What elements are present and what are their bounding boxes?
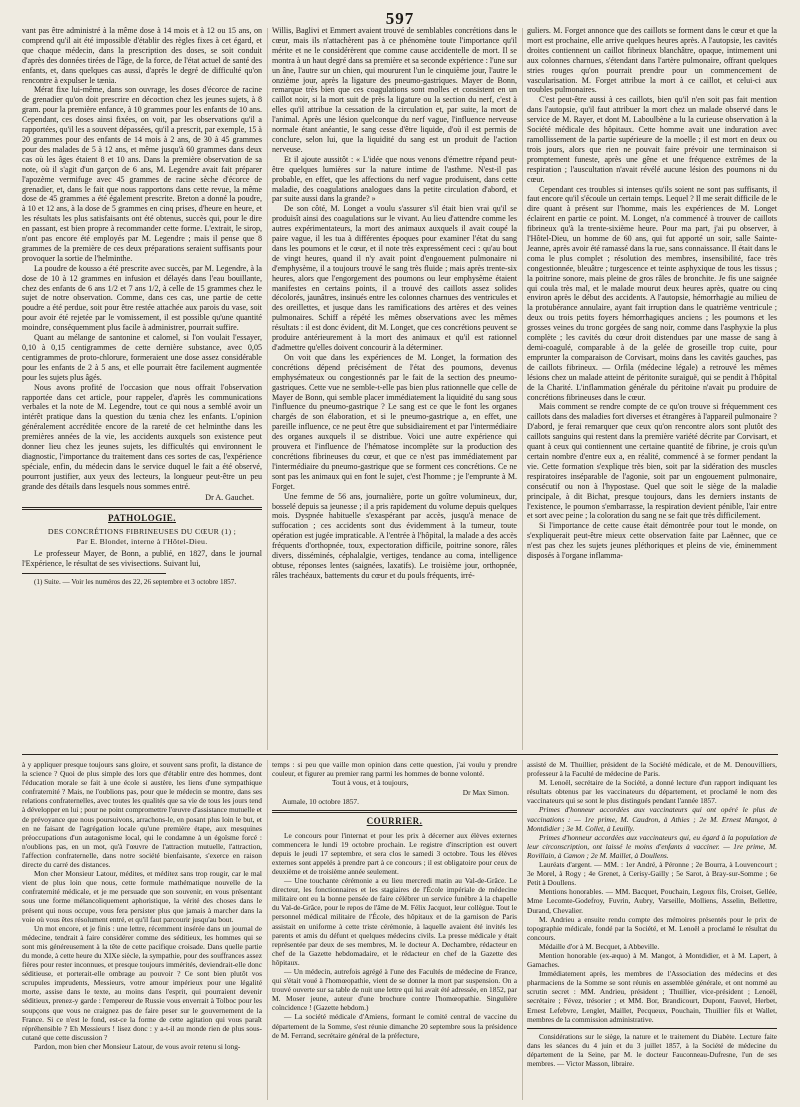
paragraph: On voit que dans les expériences de M. Longet, la formation des concrétions dépend précisément de l'état des poumons, devenus emphysémateux ou congestionnés par le fait de la section des pneumo-gastriques. Cette vue ne semble-t-elle pas bien plus rationnelle que celle de Mayer de Bonn, qui semble placer immédiatement la liquidité du sang sous l'influence du pneumo-gastrique ? Le sang est ce que le font les organes chargés de son élaboration, et si le pneumo-gastrique a, en effet, une pareille influence, ce ne peut être que subsidiairement et par l'intermédiaire des organes auxquels il se distribue. Voici une autre expérience qui prouvera et l'influence de l'hématose incomplète sur la production des concrétions fibrineuses du cœur, et que ce n'est pas immédiatement par l'intermédiaire du pneumo-gastrique que se forment ces concrétions. Ce ne sont pas les animaux qui en font le sujet, c'est l'homme ; je l'emprunte à M. Forget. <box>272 352 517 491</box>
article-byline: Par E. Blondet, interne à l'Hôtel-Dieu. <box>76 537 208 547</box>
section-heading: PATHOLOGIE. <box>108 512 176 523</box>
paragraph: Mention honorable (ex-æquo) à M. Mangot, à Montdidier, et à M. Lapert, à Gamaches. <box>527 950 777 970</box>
top-column-1 <box>22 26 262 750</box>
paragraph: Tout à vous, et à toujours, <box>332 778 409 788</box>
paragraph: vant pas être administré à la même dose à 14 mois et à 12 ou 15 ans, on comprend qu'il ait été impossible d'établir des règles fixes à cet égard, et que chaque médecin, dans la prescription des doses, se soit conduit d'après des données tirées de l'âge, de la force, de l'état actuel de santé des enfants, et, dans quelques cas aussi, d'après le degré de difficulté qu'on rencontre à expulser le tænia. <box>22 26 262 85</box>
paragraph: Un mot encore, et je finis : une lettre, récemment insérée dans un journal de médecine, tendrait à faire considérer comme des séditieux, les hommes qui se sont mis généreusement à la tête de cette pacifique croisade. Dans quelle partie du monde, à cette heure du XIXe siècle, la sympathie, pour des souffrances assez fières pour rester inconnues, et presque toujours immérités, deviendrait-elle donc séditieuse, et porterait-elle ombrage au pouvoir ? Ce sont bien plutôt vos scrupules imprudents, Messieurs, votre amour impérieux pour une légalité morte, assise dans le texte, au moins dans l'esprit, qui pourraient devenir séditieux, prenez-y garde : l'empereur de Russie vous enverrait à Tolboc pour les soupçons que vous ne craignez pas de faire peser sur le gouvernement de la France. Si ce n'est le fond, est-ce la forme de cette agitation qui vous paraît répréhensible ? Eh Messieurs ! lisez donc : y a-t-il au monde rien de plus sous-cutané que cette discussion ? <box>22 923 262 1042</box>
paragraph: Médaille d'or à M. Becquet, à Abbeville. <box>539 941 660 951</box>
paragraph: Et il ajoute aussitôt : « L'idée que nous venons d'émettre répand peut-être quelques lumières sur la nature intime de l'asthme. N'est-il pas probable, en effet, que les affections du nerf vague produisent, dans cette maladie, des coagulations analogues dans la petite circulation d'abord, et par suite aussi dans la grande? » <box>272 154 517 204</box>
page-fold-divider <box>22 754 778 755</box>
paragraph: — La société médicale d'Amiens, formant le comité central de vaccine du département de la Somme, s'est réunie dimanche 20 septembre sous la présidence de M. Ferrand, secrétaire général de la préfecture, <box>272 1012 517 1040</box>
paragraph: Quant au mélange de santonine et calomel, si l'on voulait l'essayer, 0,10 à 0,15 centigrammes de cette dernière substance, avec 0,05 centigrammes de proto-chlorure, formeraient une dose assez considérable pour les enfants de 2 à 5 ans, et elle pourrait être facilement augmentée pour les sujets plus âgés. <box>22 333 262 382</box>
paragraph: Willis, Baglivi et Emmert avaient trouvé de semblables concrétions dans le cœur, mais ils n'attachèrent pas à ce phénomène toute l'importance qu'il mérite et ne le considérèrent que comme cause accidentelle de mort. Il se montra à un haut degré dans sa première et sa seconde expérience : l'une sur un âne, l'autre sur un chien, qui moururent l'un le cinquième jour, l'autre le onzième jour, après la ligature des pneumo-gastriques. Mayer de Bonn, remarque très bien que ces coagulations sont molles et consistent en un caillot noir, si la mort suit de près la ligature ou la section du nerf, c'est à elles qu'il attribue la cessation de la circulation et, par suite, la mort de l'animal. Après une lésion quelconque du nerf vague, l'influence nerveuse normale étant anéantie, le sang cesse d'être liquide, d'où il est permis de conclure, selon lui, que la liquidité du sang est un produit de l'action nerveuse. <box>272 26 517 154</box>
section-divider <box>22 507 262 510</box>
author-signature: Dr A. Gauchet. <box>205 492 254 502</box>
paragraph: assisté de M. Thuillier, président de la Société médicale, et de M. Denouvilliers, professeur à la Faculté de médecine de Paris. <box>527 760 777 779</box>
paragraph: Primes d'honneur accordées aux vaccinateurs qui ont opéré le plus de vaccinations : — 1re prime, M. Caudron, à Athies ; 2e M. Ernest Mangot, à Montdidier ; 3e M. Collet, à Leuilly. <box>527 805 777 833</box>
paragraph: M. Lenoël, secrétaire de la Société, a donné lecture d'un rapport indiquant les résultats obtenus par les vaccinateurs du département, et proclamé le nom des vaccinateurs qui se sont le plus distingués pendant l'année 1857. <box>527 778 777 806</box>
footnote-divider <box>22 573 166 574</box>
column-separator <box>267 28 268 750</box>
paragraph: Mérat fixe lui-même, dans son ouvrage, les doses d'écorce de racine de grenadier qu'on doit prescrire en décoction chez les jeunes sujets, à 8 gram. pour la première enfance, à 10 grammes pour les enfants de 10 ans. Cependant, ces doses ainsi fixées, on voit, par les observations qu'il a rapportées, qu'il les a souvent dépassées, qu'il a prescrit, par exemple, 15 à 20 grammes pour des enfants de 14 mois à 2 ans, de 30 à 45 grammes pour des malades de 5 à 12 ans, et même jusqu'à 60 grammes dans deux cas où les âges étaient 8 et 10 ans. Dans la première observation de sa note, où il s'agit d'un garçon de 6 ans, M. Legendre avait fait préparer l'apozème vermifuge avec 45 grammes de racine sèche d'écorce de grenadier, et, dans le fait que nous rapportons dans cette revue, la même dose de 45 grammes a été également prescrite. Breton a donné la poudre, à 10 et 12 ans, à la dose de 5 grammes en cinq prises, d'heure en heure, et les résultats les plus satisfaisants ont été obtenus, succès qui, pour le dire en passant, est bien propre à recommander cette forme. L'extrait, le sirop, n'ont pas encore été employés par M. Legendre ; mais il pense que 8 grammes de la première de ces deux préparations seraient suffisants pour provoquer la sortie de l'helminthe. <box>22 85 262 263</box>
paragraph: Immédiatement après, les membres de l'Association des médecins et des pharmaciens de la Somme se sont réunis en assemblée générale, et ont nommé au scrutin secret : MM. Andrieu, président ; Thuillier, vice-président ; Lenoël, secrétaire ; Févez, trésorier ; et MM. Bor, Brandicourt, Dupont, Fauvel, Herbet, Ernest Lefebvre, Lenglet, Maillet, Pecqueux, Pouchain, Thuillier fils et Wallet, membres de la commission administrative. <box>527 969 777 1024</box>
bottom-column-1 <box>22 760 262 1100</box>
footnote: (1) Suite. — Voir les numéros des 22, 26 septembre et 3 octobre 1857. <box>34 578 237 587</box>
paragraph: De son côté, M. Longet a voulu s'assurer s'il était bien vrai qu'il se produisît ainsi des coagulations sur le vivant. Au lieu d'attendre comme les autres expérimentateurs, la mort des animaux auxquels il avait coupé la paire vague, il les tua à différentes époques pour examiner l'état du sang dans les poumons et le cœur, et il note très expressément ceci : qu'au bout de vingt heures, quand il n'y avait point d'engouement pulmonaire ni d'emphysème, il a toujours trouvé le sang très fluide ; mais après trente-six heures, alors que l'engorgement des poumons ou leur emphysème étaient manifestes en certains points, il a trouvé des caillots assez solides décolorés, jaunâtres, insinués entre les colonnes charnues des ventricules et des oreillettes, et jusque dans les ramifications des artères et des veines pulmonaires. Schiff a répété les mêmes observations avec les mêmes résultats : il est donc évident, dit M. Longet, que ces concrétions peuvent se produire antérieurement à la mort des animaux et qu'il est rationnel d'admettre qu'elles doivent concourir à la déterminer. <box>272 204 517 352</box>
notice-divider <box>527 1028 777 1029</box>
author-signature: Dr Max Simon. <box>462 788 509 798</box>
bottom-column-3 <box>527 760 777 1100</box>
paragraph: Primes d'honneur accordées aux vaccinateurs qui, eu égard à la population de leur circonscription, ont laissé le moins d'enfants à vacciner. — 1re prime, M. Rovillain, à Camon ; 2e M. Maillet, à Doullens. <box>527 832 777 860</box>
paragraph: Cependant ces troubles si intenses qu'ils soient ne sont pas suffisants, il faut encore qu'il s'écoule un certain temps. Lequel ? Il me serait difficile de le dire quant à présent sur l'homme, mais les expériences de M. Longet éclairent en partie ce point. M. Longet, n'a commencé à trouver de caillots fibrineux qu'à la trente-sixième heure. Pour ma part, j'ai pu observer, à l'Hôtel-Dieu, un homme de 60 ans, qui fut apporté un soir, salle Sainte-Jeanne, après avoir été ramassé dans la rue, sans connaissance. Il était dans le coma le plus complet ; résolution des membres, insensibilité, face très congestionnée, bleuâtre ; turgescence et teinte asphyxique de tous les tissus ; la poitrine sonore, mais pleine de gros râles de bronchite. Je fis une saignée qui coula très mal, et le malade mourut deux heures après, quatre ou cinq environ après le début des accidents. A l'autopsie, hémorrhagie au milieu de la protubérance annulaire, ayant fait irruption dans le quatrième ventricule ; deux ou trois petits foyers hémorrhagiques anciens ; les poumons et les grosses veines du tronc gorgées de sang noir, comme dans l'asphyxie la plus complète ; les cavités du cœur droit distendues par une masse de sang à demi-coagulé, comparable à de la gelée de groseille trop cuite, pour emprunter la comparaison de Corvisart, moins dans les cavités gauches, pas de caillots fibrineux. — Orfila (médecine légale) a retrouvé les mêmes lésions chez un malade atteint de péritonite suraiguë, qui se pendit à l'hôpital de la Charité. L'inflammation générale du péritoine n'avait pu produire de concrétions fibrineuses dans le cœur. <box>527 184 777 402</box>
paragraph: à y appliquer presque toujours sans gloire, et souvent sans profit, la distance de la science ? Quoi de plus simple des lors que d'établir entre des hommes, dont l'éducation morale se fait à une école si austère, les liens d'une sympathique confraternité ? Mais, ne l'oublions pas, pour que le médecin se montre, dans ses relations confraternelles, avec toutes les qualités que sa vie de tous les jours tend à développer en lui ; pour ne point compromettre l'œuvre d'assistance mutuelle et de prévoyance que nous poursuivons, arrachons-le, en posant plus loin le but, et en ne faisant de l'agrégation locale qu'une première étape, aux mesquines préoccupations d'un autagonisme local, qui le condamne à un égoïsme forcé : n'oublions pas, en un mot, qu'à l'œuvre de l'attraction mutuelle, l'attraction, l'affection confraternelle, dans notre société bienfaisante, s'exerce en raison directe du carré des distances. <box>22 760 262 870</box>
section-divider <box>272 810 517 813</box>
top-column-3 <box>527 26 777 750</box>
bottom-column-2 <box>272 760 517 1100</box>
paragraph: Le professeur Mayer, de Bonn, a publié, en 1827, dans le journal l'Expérience, le résultat de ses vivisections. Suivant lui, <box>22 549 262 569</box>
paragraph: Le concours pour l'internat et pour les prix à décerner aux élèves externes commencera le lundi 19 octobre prochain. Le registre d'inscription est ouvert depuis le jeudi 17 septembre, et sera clos le samedi 3 octobre. Tous les élèves externes sont appelés à prendre part à ce concours ; il est obligatoire pour ceux de deuxième et de troisième année seulement. <box>272 830 517 876</box>
column-separator <box>267 760 268 1100</box>
paragraph: Si l'importance de cette cause était démontrée pour tout le monde, on s'expliquerait peut-être mieux cette observation faite par Laënnec, que ce n'est pas chez les sujets jeunes pléthoriques et pleins de vie, éminemment disposés à l'organe inflamma- <box>527 521 777 561</box>
paragraph: Une femme de 56 ans, journalière, porte un goître volumineux, dur, bosselé depuis sa jeunesse ; il a pris rapidement du volume depuis quelques mois. Dyspnée habituelle s'exaspérant par accès, jusqu'à menace de suffocation ; ces accidents sont dus évidemment à la tumeur, toute opération est jugée impraticable. A l'entrée à l'hôpital, la malade a des accès fréquents d'orthopnée, toux, expectoration difficile, poitrine sonore, râles divers, disséminés, céphalalgie, vertiges, tendance au coma, intelligence obtuse, réponses lentes (saignées, laxatifs). Le troisième jour, orthopnée, râles trachéaux, battements du cœur et du pouls fréquents, irré- <box>272 491 517 580</box>
column-separator <box>522 760 523 1100</box>
article-title-text: DES CONCRÉTIONS FIBRINEUSES DU CŒUR (1) ; <box>47 527 237 537</box>
paragraph: C'est peut-être aussi à ces caillots, bien qu'il n'en soit pas fait mention dans l'autopsie, qu'il faut attribuer la mort chez un malade observé dans le service de M. Rayer, et dont M. Laboulbène a lu la curieuse observation à la Société médicale des hôpitaux. Cette homme avait une induration avec ramollissement de la partie supérieure de la moelle ; il est mort en deux ou trois jours, alors que rien ne pouvait faire prévoir une terminaison si promptement funeste, après une gêne et une fréquence extrêmes de la respiration ; l'auscultation n'avait révélé aucune lésion des poumons ni du cœur. <box>527 95 777 184</box>
article-title <box>22 527 262 547</box>
book-notice: Considérations sur le siège, la nature et le traitement du Diabète. Lecture faite dans les séances du 4 juin et du 3 juillet 1857, à la Société de médecine du département de la Seine, par M. le docteur Fauconneau-Dufresne, l'un de ses membres. — Victor Masson, libraire. <box>527 1032 777 1068</box>
paragraph: Lauréats d'argent. — MM. : 1er André, à Péronne ; 2e Bourra, à Louvencourt ; 3e Morel, à Rogy ; 4e Grenet, à Cerisy-Gailly ; 5e Sarot, à Bray-sur-Somme ; 6e Petit à Doullens. <box>527 860 777 888</box>
column-separator <box>522 28 523 750</box>
paragraph: — Une touchante cérémonie a eu lieu mercredi matin au Val-de-Grâce. Le directeur, les fonctionnaires et les stagiaires de l'École impériale de médecine militaire ont eu la bonne pensée de faire célébrer un service funèbre à la chapelle du Val-de-Grâce, pour le repos de l'âme de M. Félix Jacquot, leur collègue. Tout le personnel médical militaire de l'École, des hôpitaux et de la garnison de Paris assistait en uniforme à cette triste cérémonie, à laquelle avaient été invités les parents et amis du défunt et quelques médecins civils. La presse médicale y était représentée par deux de ses membres, M. le docteur A. Dechambre, rédacteur en chef de la Gazette hebdomadaire, et le rédacteur en chef de la Gazette des hôpitaux. <box>272 876 517 967</box>
place-date: Aumale, 10 octobre 1857. <box>282 797 359 807</box>
top-column-2 <box>272 26 517 750</box>
paragraph: — Un médecin, autrefois agrégé à l'une des Facultés de médecine de France, qui s'était voué à l'homœopathie, vient de se donner la mort par suspension. On a trouvé ouverte sur sa table de nuit une lettre qui lui avait été adressée, en 1852, par M. Moser jeune, auteur d'une brochure contre l'homœopathie. Singulière coïncidence ! (Gazette hebdom.) <box>272 966 517 1013</box>
paragraph: Nous avons profité de l'occasion que nous offrait l'observation rapportée dans cet article, pour rappeler, d'après les communications verbales et la note de M. Legendre, tout ce qui nous a semblé avoir un intérêt pratique dans la question du tænia chez les enfants. L'opinion généralement accréditée encore de la rareté de cet helminthe dans les premières années de la vie, les accidents auxquels son existence peut donner lieu chez les jeunes sujets, les difficultés qui environnent le diagnostic, l'importance du traitement dans ces sortes de cas, l'expérience spéciale, enfin, du médecin dans le service duquel le fait a été observé, pourront justifier, aux yeux des lecteurs, la longueur peut-être un peu grande des détails dans lesquels nous sommes entré. <box>22 382 262 491</box>
paragraph: M. Andrieu a ensuite rendu compte des mémoires présentés pour le prix de topographie médicale, fondé par la Société, et M. Lenoël a proclamé le résultat du concours. <box>527 914 777 942</box>
paragraph: guliers. M. Forget annonce que des caillots se forment dans le cœur et que la mort est prochaine, elle arrive quelques heures après. A l'autopsie, les cavités droites contiennent un caillot fibrineux blanchâtre, opaque, intimement uni aux colonnes charnues, s'étendant dans l'artère pulmonaire, offrant quelques stries rouges qu'on pourrait prendre pour un commencement de vascularisation. M. Forget attribue la mort à ce caillot, et celui-ci aux troubles pulmonaires. <box>527 26 777 95</box>
page-number: 597 <box>385 9 415 28</box>
paragraph: Mentions honorables. — MM. Bacquet, Pouchain, Legoux fils, Croiset, Gellée, Mme Lecomte-Godefroy, Fuvrin, Aubry, Varseille, Molliens, Asselin, Bellettre, Durand, Chevalier. <box>527 887 777 915</box>
paragraph: La poudre de kousso a été prescrite avec succès, par M. Legendre, à la dose de 10 à 12 grammes en infusion et délayés dans l'eau bouillante, chez des enfants de 6 ans 1/2 et 7 ans 1/2, à celle de 15 grammes chez le sujet de notre observation. Comme, dans ces cas, une partie de cette poudre a été perdue, soit pour être restée attachée aux parois du vase, soit pour avoir été rejetée par le vomissement, il est possible qu'une quantité moindre, conséquemment plus facile à administrer, pourrait suffire. <box>22 263 262 333</box>
paragraph: Pardon, mon bien cher Monsieur Latour, de vous avoir retenu si long- <box>34 1041 241 1051</box>
paragraph: temps : si peu que vaille mon opinion dans cette question, j'ai voulu y prendre couleur, et figurer au premier rang parmi les hommes de bonne volonté. <box>272 760 517 779</box>
section-heading: COURRIER. <box>366 816 423 827</box>
paragraph: Mon cher Monsieur Latour, médites, et méditez sans trop rougir, car le mal vient de plus loin que nous, cette formule mathématique nouvelle de la confraternité médicale, et je me persuade que son souvenir, en vous présentant sous une forme mélancoliquement aphoristique, la vérité des choses dans le présent qui nous occupe, vous fera persister plus que jamais à marcher dans la voie où vous êtes résolument entré, et qu'il faut parcourir jusqu'au bout. <box>22 869 262 924</box>
paragraph: Mais comment se rendre compte de ce qu'on trouve si fréquemment ces caillots dans des maladies fort diverses et étrangères à l'appareil pulmonaire ? D'abord, je ferai remarquer que ceux qu'on rencontre alors sont plutôt des caillots sanguins qui restent dans la première variété décrite par Corvisart, et quant à ceux qui contiennent une certaine quantité de fibrine, je crois qu'un certain nombre d'entre eux a, en réalité, commencé à se former pendant la vie. Cette formation s'explique très bien, soit par la sidération des muscles respiratoires inséparable de l'agonie, soit par un engouement pulmonaire, consécutif ou non à l'hypostase. Quel que soit le siège de la maladie principale, à dit Bichat, presque toujours, dans les derniers instants de l'existence, le poumon s'embarrasse, la respiration devient pénible, l'air entre et sort avec peine ; la coloration du sang ne se fait que très difficilement. <box>527 402 777 521</box>
